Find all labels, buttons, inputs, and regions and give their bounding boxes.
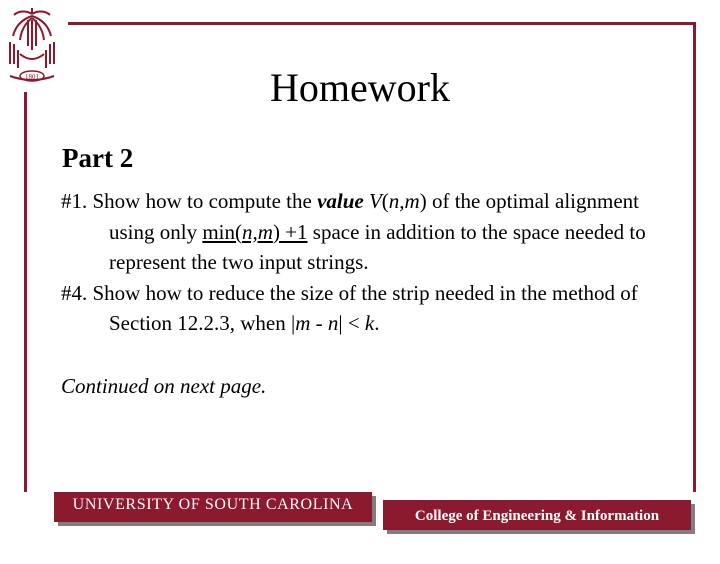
homework-list bbox=[61, 186, 681, 339]
item1-plus-one: ) +1 bbox=[272, 219, 308, 244]
item4-var-k: k bbox=[364, 311, 375, 335]
item4-text-a: #4. Show how to reduce the size of the strip needed in the method of Section 12.2.3, when | bbox=[61, 280, 638, 335]
frame-left-line bbox=[24, 92, 27, 492]
item1-underlined-space bbox=[202, 220, 307, 244]
item1-text-a: #1. Show how to compute the bbox=[61, 189, 318, 213]
item1-paren-open: ( bbox=[381, 189, 389, 213]
item1-var-v: V bbox=[368, 189, 382, 213]
item1-text-b: ) of the optimal alignment using only bbox=[109, 189, 639, 244]
item1-text-c: space in addition to the space needed to represent the two input strings. bbox=[109, 219, 646, 274]
college-banner: College of Engineering & Information Technology bbox=[383, 500, 691, 530]
item1-min-args: n,m bbox=[242, 219, 273, 244]
homework-item-4 bbox=[61, 278, 681, 339]
continued-note: Continued on next page. bbox=[61, 374, 267, 398]
item4-less-than: | < bbox=[338, 311, 365, 335]
item4-period: . bbox=[374, 311, 380, 335]
university-banner: UNIVERSITY OF SOUTH CAROLINA bbox=[54, 492, 372, 522]
item4-var-m: m bbox=[295, 311, 311, 335]
section-heading: Part 2 bbox=[62, 143, 134, 173]
item4-var-n: n bbox=[327, 311, 339, 335]
homework-item-1 bbox=[61, 186, 681, 278]
item1-value-term: value bbox=[317, 189, 364, 213]
item1-min: min( bbox=[202, 219, 243, 244]
item4-minus: - bbox=[310, 311, 328, 335]
frame-top-line bbox=[68, 22, 696, 25]
slide-title: Homework bbox=[270, 65, 450, 110]
logo-year: 1801 bbox=[25, 73, 39, 81]
item1-args: n,m bbox=[388, 189, 420, 213]
